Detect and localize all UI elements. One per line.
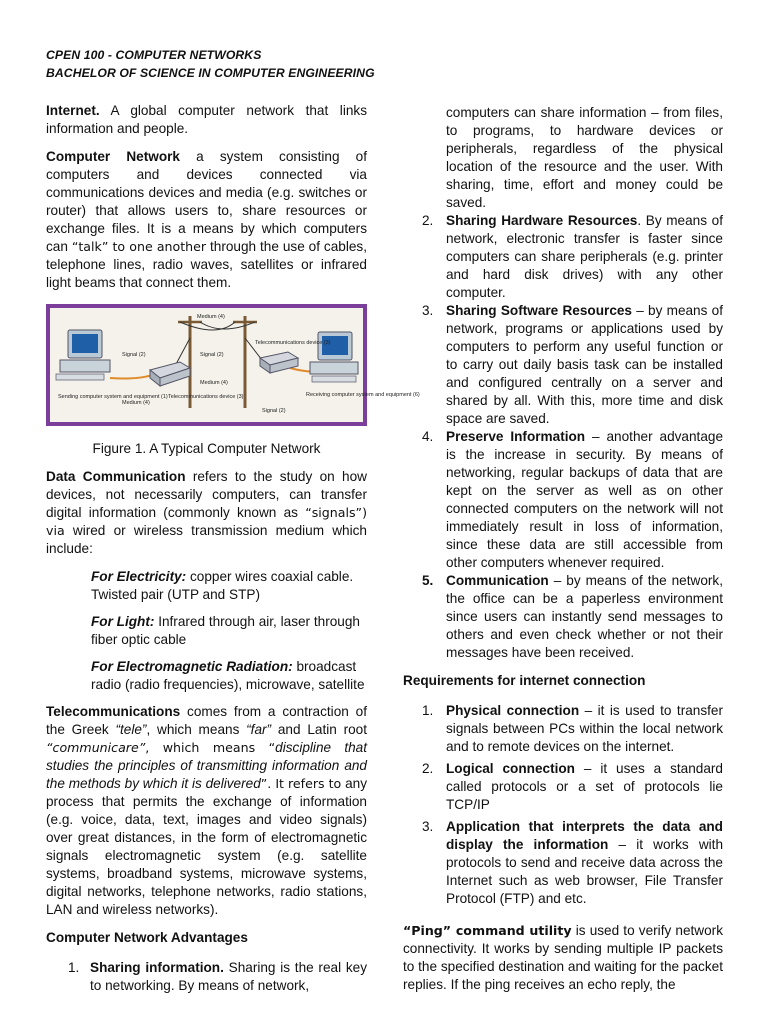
network-figure [46, 304, 420, 426]
requirements-list [403, 702, 723, 908]
label-medium-left: Medium (4) [122, 400, 150, 406]
advantage-item-1-continued: computers can share information – from files, to programs, to hardware devices or peripherals, regardless of the physical location of the resource and the user. With sharing, time, effort and money could be saved. [446, 105, 723, 210]
requirement-item: 2. Logical connection – it uses a standard called protocols or a set of protocols lie TCP/IP [422, 761, 723, 812]
label-receiving: Receiving computer system and equipment (6) [306, 392, 420, 398]
right-column [403, 104, 723, 1004]
data-communication-definition: Data Communication refers to the study on how devices, not necessarily computers, can transfer digital information (commonly known as “signals”) via wired or wireless transmission medium which include: [46, 469, 367, 556]
internet-definition: Internet. A global computer network that links information and people. [46, 103, 367, 136]
program-title: BACHELOR OF SCIENCE IN COMPUTER ENGINEERING [46, 66, 375, 80]
ping-definition: “Ping” command utility is used to verify network connectivity. It works by sending multiple IP packets to the specified destination and waiting for the packet replies. If the ping receives an echo reply, the [403, 923, 724, 992]
advantages-list [403, 212, 723, 662]
media-electricity: For Electricity: copper wires coaxial cable. Twisted pair (UTP and STP) [91, 569, 354, 602]
advantages-heading: Computer Network Advantages [46, 930, 248, 945]
computer-network-definition: Computer Network a system consisting of computers and devices connected via communications devices and media (e.g. switches or router) that allows users to, share resources or exchange files. It is a means by which computers can “talk” to one another through the use of cables, telephone lines, radio waves, satellites or infrared light beams that connect them. [46, 149, 367, 290]
label-signal-left: Signal (2) [122, 352, 146, 358]
advantage-item: 5. Communication – by means of the network, the office can be a paperless environment since users can instantly send messages to others and even check whether or not their messages have been received. [422, 573, 723, 660]
media-light: For Light: Infrared through air, laser through fiber optic cable [91, 614, 360, 647]
requirements-heading: Requirements for internet connection [403, 673, 646, 688]
label-signal-mid: Signal (2) [200, 352, 224, 358]
telecommunications-definition: Telecommunications comes from a contraction of the Greek “tele”, which means “far” and Latin root “communicare”, which means “discipline that studies the principles of transmitting information and the methods by which it is delivered”. It refers to any process that permits the exchange of information (e.g. voice, data, text, images and video signals) over great distances, in the form of electromagnetic signals electromagnetic system (e.g. satellite systems, broadband systems, microwave systems, digital networks, telephone networks, radio stations, LAN and wireless networks). [46, 704, 368, 917]
document-header [46, 46, 375, 82]
advantage-item: 2. Sharing Hardware Resources. By means of network, electronic transfer is faster since computers can share peripherals (e.g. printer and hard disk drives) with any other computer. [422, 213, 724, 300]
requirement-item: 3. Application that interprets the data and display the information – it works with protocols to send and receive data across the Internet such as web browser, File Transfer Protocol (FTP) and etc. [422, 819, 724, 906]
advantage-item-1: 1. Sharing information. Sharing is the real key to networking. By means of network, [68, 960, 367, 993]
media-electromagnetic: For Electromagnetic Radiation: broadcast radio (radio frequencies), microwave, satellite [91, 659, 365, 692]
advantages-list-start [46, 959, 367, 995]
network-diagram-image [50, 308, 420, 422]
advantage-item: 4. Preserve Information – another advantage is the increase in security. By means of networking, regular backups of data that are kept on the server as well as on other connected computers on the network will not immediately result in loss of information, since these data are still accessible from other computers whenever required. [422, 429, 724, 570]
label-telecom-right: Telecommunications device (3) [255, 340, 331, 346]
left-column [46, 102, 420, 995]
label-telecom-left: Telecommunications device (3) [168, 394, 244, 400]
label-signal-bottom: Signal (2) [262, 408, 286, 414]
label-sending: Sending computer system and equipment (1) [58, 394, 168, 400]
course-title: CPEN 100 - COMPUTER NETWORKS [46, 48, 262, 62]
advantage-item: 3. Sharing Software Resources – by means of network, programs or applications used by computers to perform any useful function or to carry out daily basis task can be installed and configured centrally on a server and shared by all. With this, more time and disk space are saved. [422, 303, 723, 426]
requirement-item: 1. Physical connection – it is used to transfer signals between PCs within the local network and to remote devices on the internet. [422, 703, 723, 754]
label-medium-mid: Medium (4) [200, 380, 228, 386]
label-medium-top: Medium (4) [197, 314, 225, 320]
figure-caption: Figure 1. A Typical Computer Network [92, 441, 321, 456]
